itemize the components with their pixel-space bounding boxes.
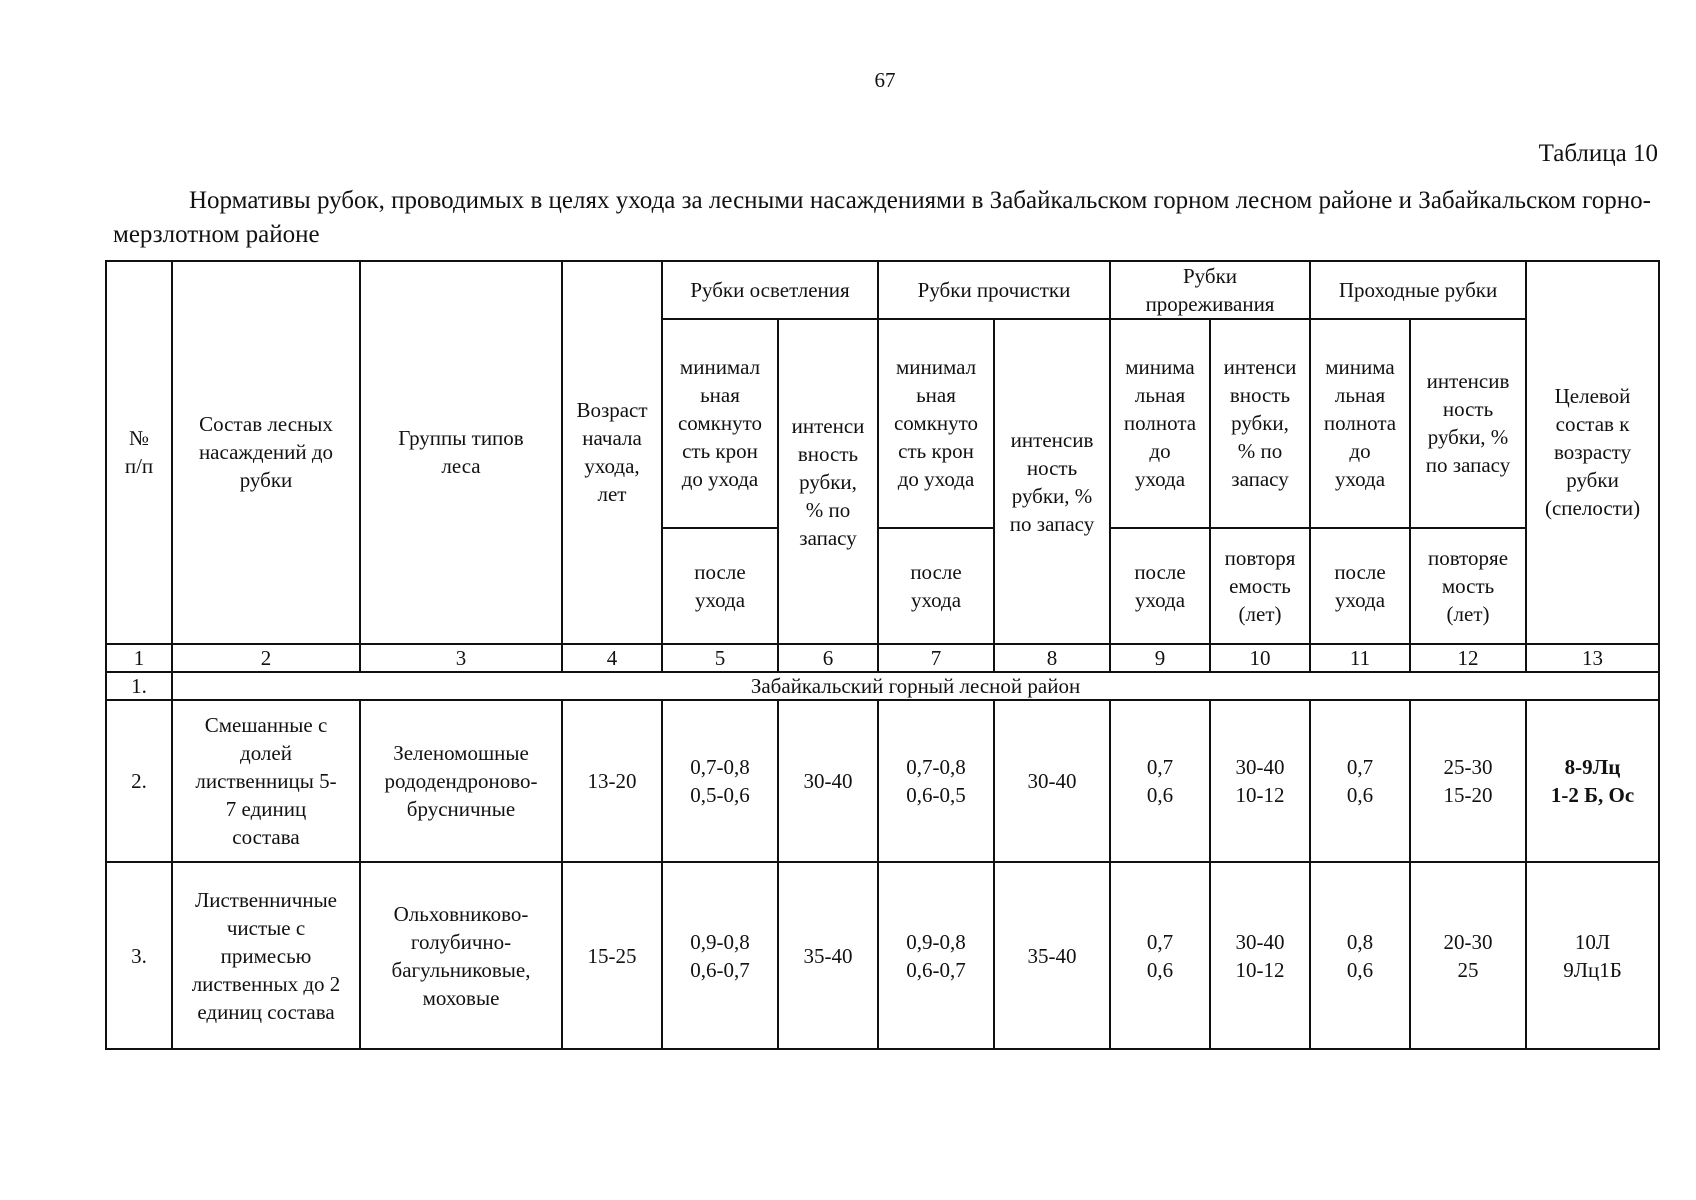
region-name: Забайкальский горный лесной район bbox=[172, 672, 1659, 700]
header-num: № п/п bbox=[106, 261, 172, 644]
table-row bbox=[106, 700, 1659, 862]
row-osv-closure: 0,7-0,8 0,5-0,6 bbox=[662, 700, 778, 862]
column-number: 7 bbox=[878, 644, 994, 672]
region-row bbox=[106, 672, 1659, 700]
header-row-groups bbox=[106, 261, 1659, 319]
header-group-prokhodnye: Проходные рубки bbox=[1310, 261, 1526, 319]
header-osv-min-closure: минимал ьная сомкнуто сть крон до ухода bbox=[662, 319, 778, 528]
row-start-age: 15-25 bbox=[562, 862, 662, 1049]
header-proch-intensity: интенсив ность рубки, % по запасу bbox=[994, 319, 1110, 644]
header-osv-intensity: интенси вность рубки, % по запасу bbox=[778, 319, 878, 644]
row-composition: Лиственничные чистые с примесью лиственных до 2 единиц состава bbox=[172, 862, 360, 1049]
column-number: 2 bbox=[172, 644, 360, 672]
document-title: Нормативы рубок, проводимых в целях ухода за лесными насаждениями в Забайкальском горном лесном районе и Забайкальском горно-мерзлотном районе bbox=[113, 187, 1651, 248]
column-number: 4 bbox=[562, 644, 662, 672]
row-forest-group: Зеленомошные рододендроново- брусничные bbox=[360, 700, 562, 862]
row-number: 3. bbox=[106, 862, 172, 1049]
table-row bbox=[106, 862, 1659, 1049]
row-target: 10Л 9Лц1Б bbox=[1526, 862, 1659, 1049]
row-number: 2. bbox=[106, 700, 172, 862]
header-group-prochistka: Рубки прочистки bbox=[878, 261, 1110, 319]
column-number: 9 bbox=[1110, 644, 1210, 672]
column-number: 11 bbox=[1310, 644, 1410, 672]
row-osv-intensity: 30-40 bbox=[778, 700, 878, 862]
row-prorezh-density: 0,7 0,6 bbox=[1110, 862, 1210, 1049]
header-prokh-intensity: интенсив ность рубки, % по запасу bbox=[1410, 319, 1526, 528]
header-prokh-repeat: повторяе мость (лет) bbox=[1410, 528, 1526, 644]
header-prorezh-intensity: интенси вность рубки, % по запасу bbox=[1210, 319, 1310, 528]
row-osv-closure: 0,9-0,8 0,6-0,7 bbox=[662, 862, 778, 1049]
header-prorezh-min-density: минима льная полнота до ухода bbox=[1110, 319, 1210, 528]
column-number: 10 bbox=[1210, 644, 1310, 672]
row-prokh-intensity: 25-30 15-20 bbox=[1410, 700, 1526, 862]
column-number-row bbox=[106, 644, 1659, 672]
header-prokh-after: после ухода bbox=[1310, 528, 1410, 644]
row-prorezh-density: 0,7 0,6 bbox=[1110, 700, 1210, 862]
region-number: 1. bbox=[106, 672, 172, 700]
row-proch-intensity: 35-40 bbox=[994, 862, 1110, 1049]
header-prokh-min-density: минима льная полнота до ухода bbox=[1310, 319, 1410, 528]
table-label: Таблица 10 bbox=[1538, 140, 1658, 167]
row-forest-group: Ольховниково- голубично- багульниковые, моховые bbox=[360, 862, 562, 1049]
row-proch-closure: 0,9-0,8 0,6-0,7 bbox=[878, 862, 994, 1049]
header-group-osvetlenie: Рубки осветления bbox=[662, 261, 878, 319]
column-number: 3 bbox=[360, 644, 562, 672]
row-proch-closure: 0,7-0,8 0,6-0,5 bbox=[878, 700, 994, 862]
row-prokh-density: 0,7 0,6 bbox=[1310, 700, 1410, 862]
header-prorezh-after: после ухода bbox=[1110, 528, 1210, 644]
cutting-norms-table bbox=[105, 260, 1660, 1050]
page-number: 67 bbox=[874, 68, 896, 92]
header-composition: Состав лесных насаждений до рубки bbox=[172, 261, 360, 644]
row-proch-intensity: 30-40 bbox=[994, 700, 1110, 862]
header-proch-after: после ухода bbox=[878, 528, 994, 644]
row-composition: Смешанные с долей лиственницы 5- 7 единиц состава bbox=[172, 700, 360, 862]
column-number: 6 bbox=[778, 644, 878, 672]
row-osv-intensity: 35-40 bbox=[778, 862, 878, 1049]
column-number: 1 bbox=[106, 644, 172, 672]
header-osv-after: после ухода bbox=[662, 528, 778, 644]
header-group-prorezhivanie: Рубки прореживания bbox=[1110, 261, 1310, 319]
row-start-age: 13-20 bbox=[562, 700, 662, 862]
header-start-age: Возраст начала ухода, лет bbox=[562, 261, 662, 644]
header-proch-min-closure: минимал ьная сомкнуто сть крон до ухода bbox=[878, 319, 994, 528]
column-number: 12 bbox=[1410, 644, 1526, 672]
column-number: 8 bbox=[994, 644, 1110, 672]
column-number: 5 bbox=[662, 644, 778, 672]
row-prokh-density: 0,8 0,6 bbox=[1310, 862, 1410, 1049]
row-prorezh-intensity: 30-40 10-12 bbox=[1210, 862, 1310, 1049]
row-prorezh-intensity: 30-40 10-12 bbox=[1210, 700, 1310, 862]
row-prokh-intensity: 20-30 25 bbox=[1410, 862, 1526, 1049]
column-number: 13 bbox=[1526, 644, 1659, 672]
row-target: 8-9Лц 1-2 Б, Ос bbox=[1526, 700, 1659, 862]
header-forest-groups: Группы типов леса bbox=[360, 261, 562, 644]
header-target: Целевой состав к возрасту рубки (спелости) bbox=[1526, 261, 1659, 644]
header-prorezh-repeat: повторя емость (лет) bbox=[1210, 528, 1310, 644]
